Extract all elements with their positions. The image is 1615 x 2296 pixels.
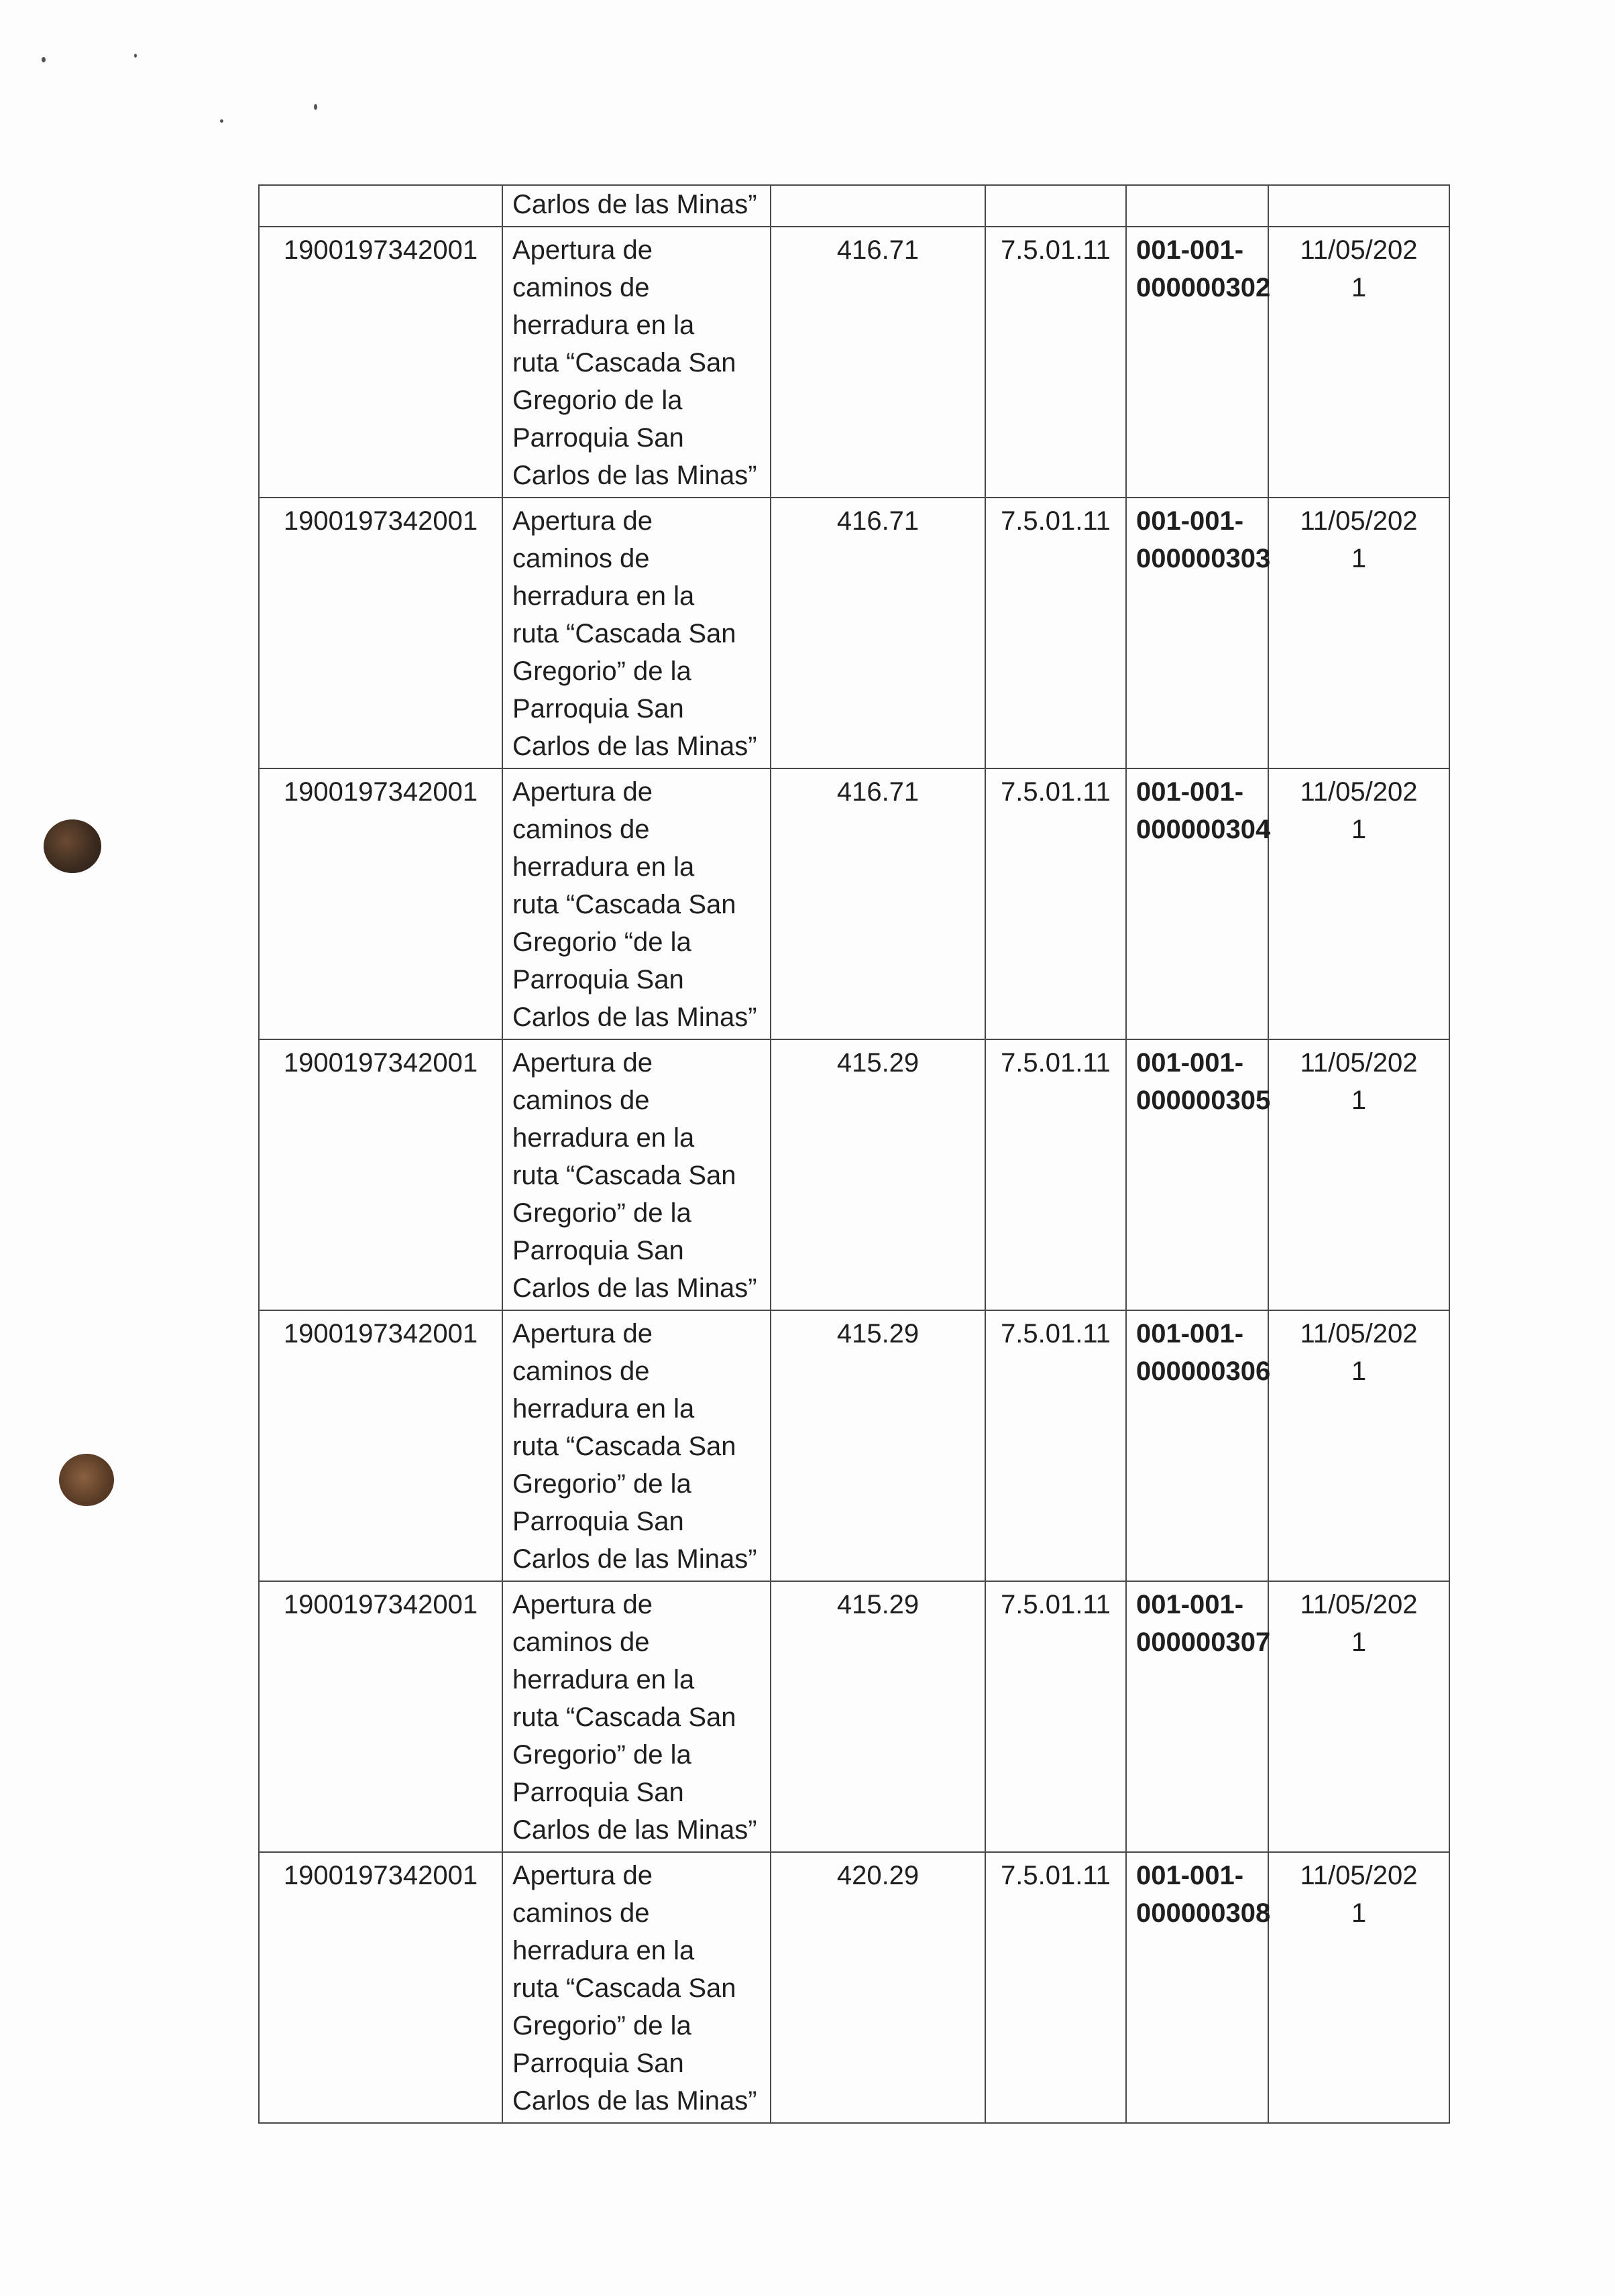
description-line: Gregorio” de la — [512, 656, 691, 686]
scan-speck — [220, 119, 223, 123]
invoice-cell — [1126, 185, 1268, 227]
ruc-cell — [259, 185, 502, 227]
description-line: ruta “Cascada San — [512, 890, 736, 919]
date-line: 11/05/202 — [1300, 1861, 1418, 1890]
table-row — [259, 1852, 1449, 2123]
invoice-line: 000000306 — [1136, 1357, 1271, 1386]
scan-speck — [134, 54, 137, 58]
invoice-line: 000000302 — [1136, 273, 1271, 302]
invoice-cell — [1126, 498, 1271, 768]
ruc-cell: 1900197342001 — [259, 768, 502, 1039]
table-row — [259, 227, 1449, 498]
description-line: ruta “Cascada San — [512, 1703, 736, 1732]
description-line: herradura en la — [512, 1123, 695, 1153]
description-line: Apertura de — [512, 506, 653, 536]
amount-cell: 415.29 — [771, 1581, 985, 1852]
description-line: Parroquia San — [512, 965, 684, 994]
invoice-cell — [1126, 227, 1271, 498]
scan-speck — [314, 104, 317, 110]
date-line: 1 — [1351, 273, 1367, 302]
description-line: ruta “Cascada San — [512, 1432, 736, 1461]
description-line: caminos de — [512, 1627, 650, 1657]
description-line: caminos de — [512, 544, 650, 573]
ruc-cell: 1900197342001 — [259, 498, 502, 768]
description-line: Apertura de — [512, 1861, 653, 1890]
description-line: caminos de — [512, 273, 650, 302]
date-cell — [1268, 498, 1449, 768]
description-line: ruta “Cascada San — [512, 348, 736, 378]
description-cell — [502, 1039, 771, 1310]
description-cell — [502, 227, 771, 498]
description-line: Parroquia San — [512, 694, 684, 724]
description-line: Gregorio” de la — [512, 1198, 691, 1228]
table-row — [259, 1039, 1449, 1310]
description-line: Carlos de las Minas” — [512, 461, 757, 490]
amount-cell: 415.29 — [771, 1039, 985, 1310]
ruc-cell: 1900197342001 — [259, 1581, 502, 1852]
description-line: Apertura de — [512, 1590, 653, 1619]
description-cell — [502, 1310, 771, 1581]
description-cell — [502, 498, 771, 768]
budget-code-cell: 7.5.01.11 — [985, 1581, 1126, 1852]
description-line: herradura en la — [512, 1936, 695, 1965]
description-line: Apertura de — [512, 1319, 653, 1348]
description-line: Parroquia San — [512, 1778, 684, 1807]
invoice-line: 001-001- — [1136, 1861, 1244, 1890]
description-line: Carlos de las Minas” — [512, 1544, 757, 1574]
invoice-line: 001-001- — [1136, 506, 1244, 536]
description-line: ruta “Cascada San — [512, 619, 736, 648]
description-line: Carlos de las Minas” — [512, 1273, 757, 1303]
table-row — [259, 1310, 1449, 1581]
date-line: 1 — [1351, 815, 1367, 844]
date-line: 1 — [1351, 1086, 1367, 1115]
description-line: Carlos de las Minas” — [512, 732, 757, 761]
description-line: Parroquia San — [512, 423, 684, 453]
budget-code-cell: 7.5.01.11 — [985, 498, 1126, 768]
date-cell — [1268, 185, 1449, 227]
description-line: Gregorio” de la — [512, 1740, 691, 1770]
description-line: herradura en la — [512, 1394, 695, 1424]
ruc-cell: 1900197342001 — [259, 1852, 502, 2123]
description-line: Apertura de — [512, 235, 653, 265]
invoice-line: 000000305 — [1136, 1086, 1271, 1115]
ruc-cell: 1900197342001 — [259, 1039, 502, 1310]
scan-speck — [42, 57, 46, 62]
table-row — [259, 1581, 1449, 1852]
punch-hole — [44, 819, 101, 873]
date-line: 1 — [1351, 1357, 1367, 1386]
description-line: caminos de — [512, 1357, 650, 1386]
invoice-line: 001-001- — [1136, 1048, 1244, 1078]
description-line: herradura en la — [512, 852, 695, 882]
invoice-cell — [1126, 1310, 1271, 1581]
description-line: ruta “Cascada San — [512, 1973, 736, 2003]
amount-cell: 415.29 — [771, 1310, 985, 1581]
date-line: 1 — [1351, 1627, 1367, 1657]
invoice-cell — [1126, 768, 1271, 1039]
description-line: caminos de — [512, 1898, 650, 1928]
invoice-cell — [1126, 1852, 1271, 2123]
description-line: Carlos de las Minas” — [512, 2086, 757, 2116]
amount-cell: 420.29 — [771, 1852, 985, 2123]
date-line: 11/05/202 — [1300, 235, 1418, 265]
invoice-cell — [1126, 1581, 1271, 1852]
invoice-line: 001-001- — [1136, 1319, 1244, 1348]
ruc-cell: 1900197342001 — [259, 1310, 502, 1581]
description-cell — [502, 1852, 771, 2123]
description-line: Carlos de las Minas” — [512, 190, 757, 219]
date-line: 11/05/202 — [1300, 506, 1418, 536]
description-line: Parroquia San — [512, 2049, 684, 2078]
invoice-line: 000000303 — [1136, 544, 1271, 573]
continuation-row — [259, 185, 1449, 227]
invoice-line: 001-001- — [1136, 1590, 1244, 1619]
date-cell — [1268, 768, 1449, 1039]
description-line: ruta “Cascada San — [512, 1161, 736, 1190]
description-line: Parroquia San — [512, 1507, 684, 1536]
description-line: Apertura de — [512, 777, 653, 807]
amount-cell: 416.71 — [771, 227, 985, 498]
table-row — [259, 498, 1449, 768]
description-line: Apertura de — [512, 1048, 653, 1078]
date-line: 11/05/202 — [1300, 777, 1418, 807]
budget-code-cell: 7.5.01.11 — [985, 1039, 1126, 1310]
budget-code-cell: 7.5.01.11 — [985, 1852, 1126, 2123]
amount-cell: 416.71 — [771, 768, 985, 1039]
description-line: Carlos de las Minas” — [512, 1815, 757, 1845]
expense-table — [258, 184, 1450, 2124]
description-line: Gregorio “de la — [512, 927, 691, 957]
date-line: 11/05/202 — [1300, 1048, 1418, 1078]
amount-cell — [771, 185, 985, 227]
description-line: herradura en la — [512, 1665, 695, 1695]
date-line: 11/05/202 — [1300, 1319, 1418, 1348]
description-line: Gregorio de la — [512, 386, 683, 415]
description-line: caminos de — [512, 1086, 650, 1115]
description-line: herradura en la — [512, 310, 695, 340]
description-line: Gregorio” de la — [512, 2011, 691, 2041]
date-line: 1 — [1351, 1898, 1367, 1928]
budget-code-cell: 7.5.01.11 — [985, 768, 1126, 1039]
date-cell — [1268, 1039, 1449, 1310]
ruc-cell: 1900197342001 — [259, 227, 502, 498]
budget-code-cell: 7.5.01.11 — [985, 227, 1126, 498]
invoice-line: 000000304 — [1136, 815, 1271, 844]
description-cell — [502, 768, 771, 1039]
date-line: 1 — [1351, 544, 1367, 573]
description-line: Parroquia San — [512, 1236, 684, 1265]
date-cell — [1268, 1310, 1449, 1581]
budget-code-cell: 7.5.01.11 — [985, 1310, 1126, 1581]
date-line: 11/05/202 — [1300, 1590, 1418, 1619]
date-cell — [1268, 1852, 1449, 2123]
invoice-line: 000000308 — [1136, 1898, 1271, 1928]
description-cell — [502, 1581, 771, 1852]
invoice-line: 000000307 — [1136, 1627, 1271, 1657]
description-line: caminos de — [512, 815, 650, 844]
amount-cell: 416.71 — [771, 498, 985, 768]
description-line: Carlos de las Minas” — [512, 1002, 757, 1032]
invoice-line: 001-001- — [1136, 235, 1244, 265]
table-row — [259, 768, 1449, 1039]
description-line: Gregorio” de la — [512, 1469, 691, 1499]
budget-code-cell — [985, 185, 1126, 227]
description-cell — [502, 185, 771, 227]
date-cell — [1268, 1581, 1449, 1852]
punch-hole — [59, 1454, 114, 1506]
date-cell — [1268, 227, 1449, 498]
invoice-line: 001-001- — [1136, 777, 1244, 807]
description-line: herradura en la — [512, 581, 695, 611]
invoice-cell — [1126, 1039, 1271, 1310]
